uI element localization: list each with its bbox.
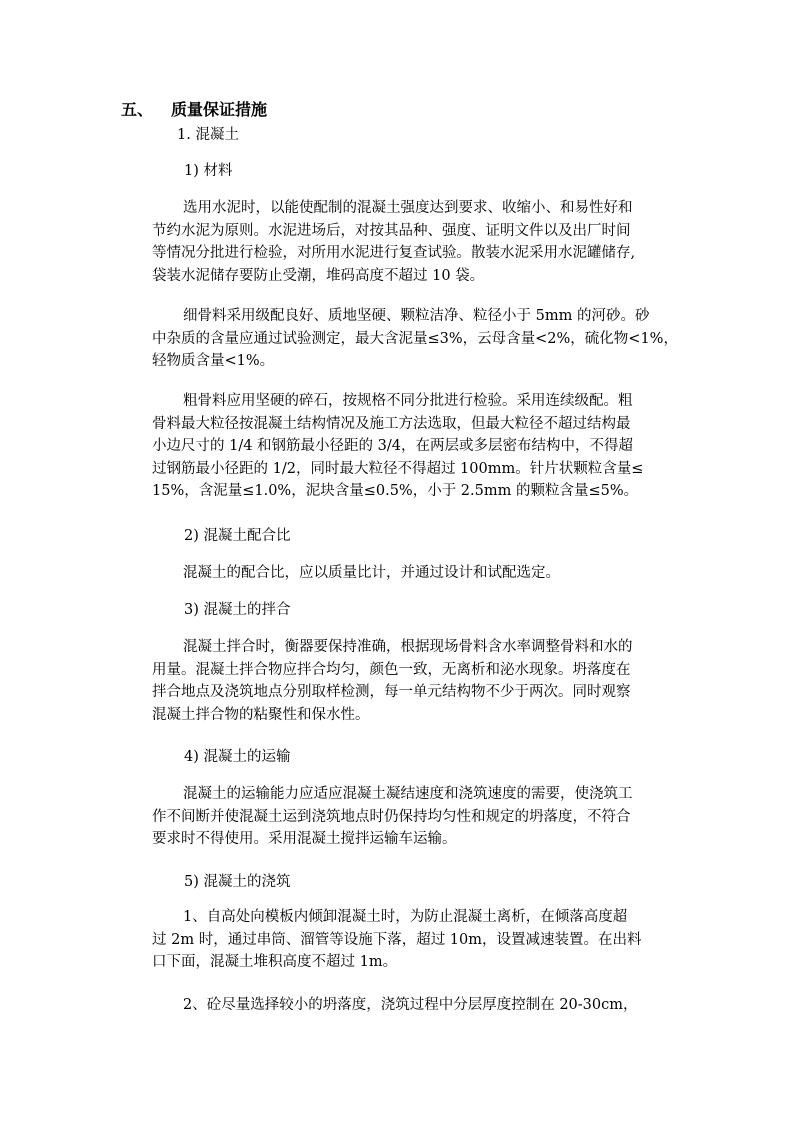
- text-line: 要求时不得使用。采用混凝土搅拌运输车运输。: [152, 831, 457, 847]
- text-line: 15%，含泥量≤1.0%，泥块含量≤0.5%，小于 2.5mm 的颗粒含量≤5%。: [152, 483, 639, 499]
- paragraph-fine-aggregate: [152, 305, 678, 373]
- item-heading-transport: 4) 混凝土的运输: [184, 749, 291, 765]
- text-line: 粗骨料应用坚硬的碎石，按规格不同分批进行检验。采用连续级配。粗: [183, 393, 633, 409]
- text-line: 作不间断并使混凝土运到浇筑地点时仍保持均匀性和规定的坍落度，不符合: [152, 808, 631, 825]
- text-line: 细骨料采用级配良好、质地坚硬、颗粒洁净、粒径小于 5mm 的河砂。砂: [183, 308, 650, 324]
- text-line: 轻物质含量<1%。: [152, 353, 275, 369]
- item-heading-pouring: 5) 混凝土的浇筑: [184, 874, 291, 890]
- text-line: 袋装水泥储存要防止受潮，堆码高度不超过 10 袋。: [152, 267, 485, 284]
- paragraph-pouring-1: [152, 906, 672, 974]
- text-line: 中杂质的含量应通过试验测定，最大含泥量≤3%，云母含量<2%，硫化物<1%，: [152, 330, 678, 347]
- text-line: 过 2m 时，通过串筒、溜管等设施下落，超过 10m，设置减速装置。在出料: [152, 931, 642, 948]
- text-line: 骨料最大粒径按混凝土结构情况及施工方法选取，但最大粒径不超过结构最: [152, 415, 631, 432]
- paragraph-mixing: [152, 636, 672, 726]
- text-line: 拌合地点及浇筑地点分别取样检测，每一单元结构物不少于两次。同时观察: [152, 684, 631, 700]
- text-line: 口下面，混凝土堆积高度不超过 1m。: [152, 954, 398, 970]
- text-line: 用量。混凝土拌合物应拌合均匀，颜色一致，无离析和泌水现象。坍落度在: [152, 661, 631, 678]
- section-title: 质量保证措施: [171, 100, 268, 119]
- paragraph-pouring-2: [152, 994, 672, 1017]
- subsection-heading: 1. 混凝土: [177, 127, 239, 143]
- paragraph-cement: [152, 197, 672, 287]
- paragraph-transport: [152, 783, 672, 851]
- text-line: 小边尺寸的 1/4 和钢筋最小径距的 3/4，在两层或多层密布结构中，不得超: [152, 438, 633, 454]
- item-heading-materials: 1) 材料: [184, 163, 233, 179]
- text-line: 混凝土拌合时，衡器要保持准确，根据现场骨料含水率调整骨料和水的: [183, 639, 633, 655]
- text-line: 1、自高处向模板内倾卸混凝土时，为防止混凝土离析，在倾落高度超: [183, 909, 628, 925]
- item-heading-mixing: 3) 混凝土的拌合: [184, 602, 291, 618]
- text-line: 选用水泥时，以能使配制的混凝土强度达到要求、收缩小、和易性好和: [183, 200, 633, 216]
- paragraph-coarse-aggregate: [152, 390, 672, 503]
- text-line: 混凝土的运输能力应适应混凝土凝结速度和浇筑速度的需要，使浇筑工: [183, 786, 633, 802]
- text-line: 等情况分批进行检验，对所用水泥进行复查试验。散装水泥采用水泥罐储存,: [152, 245, 636, 261]
- section-heading: [121, 99, 267, 121]
- paragraph-mix-ratio: [152, 562, 672, 585]
- text-line: 2、砼尽量选择较小的坍落度，浇筑过程中分层厚度控制在 20-30cm，: [183, 997, 638, 1013]
- section-number: 五、: [121, 100, 154, 119]
- item-heading-mix-ratio: 2) 混凝土配合比: [184, 528, 291, 544]
- text-line: 过钢筋最小径距的 1/2，同时最大粒径不得超过 100mm。针片状颗粒含量≤: [152, 460, 644, 477]
- text-line: 节约水泥为原则。水泥进场后，对按其品种、强度、证明文件以及出厂时间: [152, 222, 631, 239]
- text-line: 混凝土拌合物的粘聚性和保水性。: [152, 706, 370, 723]
- text-line: 混凝土的配合比，应以质量比计，并通过设计和试配选定。: [183, 565, 560, 581]
